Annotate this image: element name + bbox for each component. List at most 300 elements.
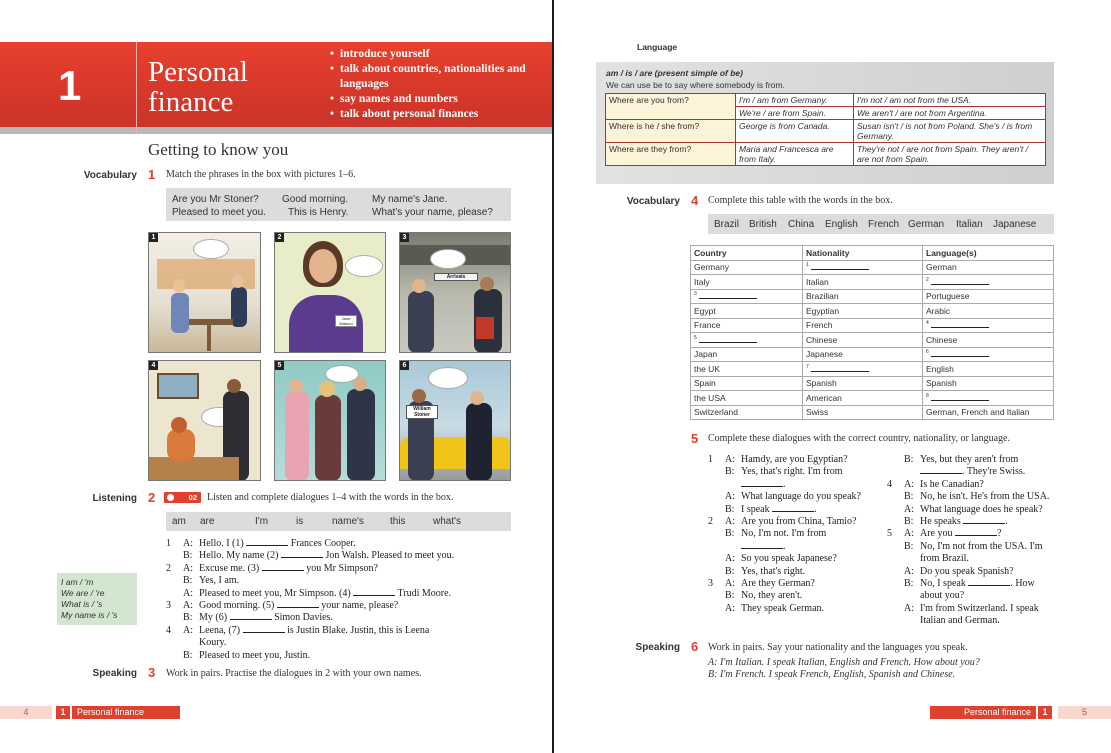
line-text-start: What language does he speak? xyxy=(920,503,1043,515)
line-text xyxy=(741,516,856,528)
ex6-number: 6 xyxy=(691,639,699,654)
note-line: My name is / 's xyxy=(61,610,118,620)
line-text xyxy=(199,563,378,575)
line-text-start: My (6) xyxy=(199,612,228,624)
table-header: Nationality xyxy=(803,246,923,261)
dialogue-line xyxy=(708,541,883,553)
word-option: German xyxy=(908,219,945,230)
line-text-start: Are they German? xyxy=(741,577,815,589)
line-text xyxy=(199,588,451,600)
table-cell: German xyxy=(923,260,1054,275)
speaker: A: xyxy=(183,538,193,549)
line-text-start: Italian and German. xyxy=(920,615,1000,627)
table-row xyxy=(691,391,1054,406)
dialogue-line xyxy=(887,553,1062,565)
line-text xyxy=(920,454,1018,466)
line-text-start: Do you speak Spanish? xyxy=(920,565,1014,577)
grammar-negative: They're not / are not from Spain. They aren't / are not from Spain. xyxy=(854,143,1046,166)
answer-blank[interactable] xyxy=(741,541,783,549)
grammar-affirmative: George is from Canada. xyxy=(736,120,854,143)
table-cell xyxy=(803,362,923,377)
line-text-start: Pleased to meet you, Mr Simpson. (4) xyxy=(199,587,351,599)
line-text-end: Simon Davies. xyxy=(274,612,333,624)
line-text xyxy=(920,578,1035,590)
dialogue-line xyxy=(166,625,506,637)
word-option: Italian xyxy=(956,219,983,230)
grammar-affirmative: Maria and Francesca are from Italy. xyxy=(736,143,854,166)
speaker: A: xyxy=(725,602,735,614)
grammar-note xyxy=(57,573,137,625)
objective-item: • talk about personal finances xyxy=(330,107,540,122)
ex1-number: 1 xyxy=(148,167,156,182)
dialogue-line xyxy=(887,566,1062,578)
dialogue-line xyxy=(887,479,1062,491)
dialogue-line xyxy=(708,603,883,615)
line-text-end: . xyxy=(783,540,786,552)
answer-blank[interactable] xyxy=(741,479,783,487)
section-subtitle: Getting to know you xyxy=(148,140,289,159)
line-text xyxy=(199,650,310,662)
line-text-end: ? xyxy=(997,528,1002,540)
table-cell: French xyxy=(803,318,923,333)
picture-5 xyxy=(274,360,386,481)
line-text-start: Leena, (7) xyxy=(199,624,241,636)
speaker: A: xyxy=(183,562,193,574)
grammar-negative: We aren't / are not from Argentina. xyxy=(854,107,1046,120)
line-text xyxy=(920,566,1014,578)
name-badge: Jane Watson xyxy=(335,315,357,327)
line-text xyxy=(741,541,786,553)
line-text-start: They speak German. xyxy=(741,602,825,614)
grammar-table xyxy=(605,93,1046,166)
speaker: B: xyxy=(725,590,735,602)
line-text xyxy=(199,625,429,637)
arrivals-sign: Arrivals xyxy=(434,273,478,281)
line-number: 1 xyxy=(708,454,713,465)
country-table xyxy=(690,245,1054,420)
dialogue-line xyxy=(166,538,506,550)
dialogue-line xyxy=(166,588,506,600)
line-text-start: Is he Canadian? xyxy=(920,478,984,490)
table-cell: Swiss xyxy=(803,405,923,420)
ex2-instruction: Listen and complete dialogues 1–4 with the words in the box. xyxy=(207,492,454,503)
speaker: A: xyxy=(904,565,914,577)
speaker: B: xyxy=(725,466,735,478)
grammar-question: Where is he / she from? xyxy=(606,120,736,143)
blank-number: 3 xyxy=(694,291,697,298)
dialogue-line xyxy=(887,454,1062,466)
line-text xyxy=(199,637,226,649)
table-row xyxy=(691,347,1054,362)
line-text xyxy=(741,491,861,503)
table-cell: Egypt xyxy=(691,304,803,319)
table-cell: Japanese xyxy=(803,347,923,362)
dialogue-line xyxy=(887,528,1062,540)
dialogue-line xyxy=(166,637,506,649)
line-text-start: Are you from China, Tamio? xyxy=(741,515,857,527)
phrase: Are you Mr Stoner? xyxy=(172,194,259,205)
blank-number: 5 xyxy=(694,334,697,341)
table-cell: Switzerland xyxy=(691,405,803,420)
line-text xyxy=(920,615,1000,627)
table-row xyxy=(691,376,1054,391)
line-text-end: . They're Swiss. xyxy=(962,466,1026,478)
phrase: What's your name, please? xyxy=(372,207,493,218)
speaker: B: xyxy=(183,649,193,661)
dialogue-line xyxy=(166,575,506,587)
speaker: B: xyxy=(183,575,193,587)
blank-number: 7 xyxy=(806,363,809,370)
table-cell: Arabic xyxy=(923,304,1054,319)
table-cell: Spain xyxy=(691,376,803,391)
speaker: A: xyxy=(183,587,193,599)
dialogue-line xyxy=(708,479,883,491)
dialogue-line xyxy=(887,590,1062,602)
line-text-end: is Justin Blake. Justin, this is Leena xyxy=(287,624,430,636)
line-text xyxy=(920,603,1039,615)
blank-number: 6 xyxy=(926,349,929,356)
speaker: A: xyxy=(725,577,735,589)
line-text xyxy=(741,603,824,615)
unit-title: Personal finance xyxy=(148,56,248,118)
ex6-example-a: A: I'm Italian. I speak Italian, English and French. How about you? xyxy=(708,657,980,668)
dialogue-line xyxy=(708,578,883,590)
blank-number: 2 xyxy=(926,276,929,283)
line-number: 3 xyxy=(708,577,713,589)
ex4-label: Vocabulary xyxy=(626,196,680,207)
word-option: name's xyxy=(332,516,364,527)
line-text-start: Yes, that's right. I'm from xyxy=(741,466,843,478)
answer-blank[interactable] xyxy=(931,277,989,285)
ex2-word-box xyxy=(166,512,511,531)
table-cell xyxy=(923,391,1054,406)
speaker: A: xyxy=(725,454,735,465)
answer-blank[interactable] xyxy=(963,516,1005,524)
dialogue-line xyxy=(708,528,883,540)
ex4-word-box xyxy=(708,214,1054,234)
language-label: Language xyxy=(637,42,678,52)
ex6-label: Speaking xyxy=(635,642,680,653)
table-cell xyxy=(803,260,923,275)
word-option: this xyxy=(390,516,406,527)
ex2-label: Listening xyxy=(92,493,137,504)
line-text xyxy=(920,541,1042,553)
line-text-start: Yes, but they aren't from xyxy=(920,454,1019,465)
table-cell: Egyptian xyxy=(803,304,923,319)
answer-blank[interactable] xyxy=(920,466,962,474)
table-cell: American xyxy=(803,391,923,406)
word-option: what's xyxy=(433,516,462,527)
dialogue-line xyxy=(887,504,1062,516)
note-line: What is / 's xyxy=(61,599,103,609)
line-text-start: about you? xyxy=(920,590,965,602)
line-text-end: Jon Walsh. Pleased to meet you. xyxy=(325,550,455,562)
speaker: A: xyxy=(725,553,735,565)
line-number: 4 xyxy=(166,624,171,636)
line-text-start: Hamdy, are you Egyptian? xyxy=(741,454,848,465)
answer-blank[interactable] xyxy=(968,578,1010,586)
answer-blank[interactable] xyxy=(811,262,869,270)
table-header: Country xyxy=(691,246,803,261)
footer-unit-title: Personal finance xyxy=(72,706,180,719)
word-option: I'm xyxy=(255,516,269,527)
page-number: 4 xyxy=(0,706,52,719)
line-text xyxy=(920,590,964,602)
table-cell: Portuguese xyxy=(923,289,1054,304)
speaker: B: xyxy=(904,491,914,503)
line-text-start: Excuse me. (3) xyxy=(199,562,260,574)
dialogue-line xyxy=(708,553,883,565)
word-option: French xyxy=(868,219,900,230)
line-text-end: . How xyxy=(1010,577,1035,589)
ex1-label: Vocabulary xyxy=(83,170,137,181)
table-cell: the USA xyxy=(691,391,803,406)
cd-icon xyxy=(167,494,174,501)
dialogue-line xyxy=(887,578,1062,590)
dialogue-line xyxy=(708,566,883,578)
line-text-start: No, I'm not. I'm from xyxy=(741,528,827,540)
answer-blank[interactable] xyxy=(772,504,814,512)
line-text xyxy=(741,528,826,540)
right-page xyxy=(556,0,1111,753)
ex5-instruction: Complete these dialogues with the correct country, nationality, or language. xyxy=(708,433,1010,444)
table-row xyxy=(691,362,1054,377)
table-cell: the UK xyxy=(691,362,803,377)
picture-number: 4 xyxy=(149,361,158,370)
line-text xyxy=(199,550,454,562)
word-option: English xyxy=(825,219,858,230)
dialogue-line xyxy=(166,550,506,562)
line-text-end: your name, please? xyxy=(321,599,399,611)
ex1-phrase-box xyxy=(166,188,511,221)
ex6-instruction: Work in pairs. Say your nationality and the languages you speak. xyxy=(708,642,968,653)
table-row xyxy=(691,289,1054,304)
line-text-start: No, I speak xyxy=(920,577,966,589)
dialogue-line xyxy=(166,650,506,662)
table-cell: English xyxy=(923,362,1054,377)
line-text xyxy=(741,578,815,590)
table-row xyxy=(691,260,1054,275)
table-cell: Chinese xyxy=(803,333,923,348)
table-row xyxy=(691,304,1054,319)
speaker: B: xyxy=(904,577,914,589)
speaker: B: xyxy=(725,528,735,540)
picture-4 xyxy=(148,360,261,481)
dialogue-line xyxy=(887,466,1062,478)
table-row xyxy=(691,318,1054,333)
objective-item: • say names and numbers xyxy=(330,92,540,107)
picture-number: 2 xyxy=(275,233,284,242)
table-cell: France xyxy=(691,318,803,333)
line-text-end: . xyxy=(1005,515,1008,527)
grammar-negative: Susan isn't / is not from Poland. She's / is from Germany. xyxy=(854,120,1046,143)
blank-number: 1 xyxy=(806,262,809,269)
line-text xyxy=(920,516,1008,528)
answer-blank[interactable] xyxy=(931,393,989,401)
line-text xyxy=(741,566,805,578)
answer-blank[interactable] xyxy=(811,364,869,372)
table-cell xyxy=(923,318,1054,333)
line-text-start: I speak xyxy=(741,503,770,515)
line-number: 4 xyxy=(887,478,892,490)
dialogue-line xyxy=(708,516,883,528)
answer-blank[interactable] xyxy=(246,538,288,546)
line-text-start: Yes, I am. xyxy=(199,575,240,587)
ex5-number: 5 xyxy=(691,431,699,446)
grammar-question: Where are you from? xyxy=(606,94,736,120)
speaker: A: xyxy=(725,515,735,527)
word-option: British xyxy=(749,219,777,230)
speaker: B: xyxy=(725,565,735,577)
line-text-start: from Brazil. xyxy=(920,553,969,565)
note-line: We are / 're xyxy=(61,588,105,598)
dialogue-line xyxy=(166,600,506,612)
table-cell: Spanish xyxy=(803,376,923,391)
line-text-start: Hello. My name (2) xyxy=(199,550,279,562)
word-option: China xyxy=(788,219,815,230)
line-number: 2 xyxy=(708,515,713,527)
line-text-start: He speaks xyxy=(920,515,961,527)
grammar-negative: I'm not / am not from the USA. xyxy=(854,94,1046,107)
table-cell: Brazilian xyxy=(803,289,923,304)
objective-item: • talk about countries, nationalities and languages xyxy=(330,62,540,92)
line-text xyxy=(199,600,398,612)
table-cell: Italy xyxy=(691,275,803,290)
speaker: A: xyxy=(183,624,193,636)
speaker: B: xyxy=(183,612,193,624)
ex6-example-b: B: I'm French. I speak French, English, Spanish and Chinese. xyxy=(708,669,956,680)
line-text-start: Yes, that's right. xyxy=(741,565,806,577)
line-text-start: Pleased to meet you, Justin. xyxy=(199,649,311,661)
line-number: 3 xyxy=(166,599,171,611)
word-option: is xyxy=(296,516,304,527)
speaker: A: xyxy=(904,478,914,490)
answer-blank[interactable] xyxy=(262,563,304,571)
table-cell xyxy=(691,289,803,304)
ex2-number: 2 xyxy=(148,490,156,505)
table-cell xyxy=(691,333,803,348)
objective-item: • introduce yourself xyxy=(330,47,540,62)
line-text xyxy=(920,491,1049,503)
grammar-question: Where are they from? xyxy=(606,143,736,166)
speaker: B: xyxy=(183,550,193,562)
dialogue-line xyxy=(166,563,506,575)
answer-blank[interactable] xyxy=(243,625,285,633)
answer-blank[interactable] xyxy=(931,349,989,357)
line-text-end: Trudi Moore. xyxy=(397,587,452,599)
speaker: A: xyxy=(183,599,193,611)
table-cell: Italian xyxy=(803,275,923,290)
phrase: My name's Jane. xyxy=(372,194,448,205)
table-cell: Spanish xyxy=(923,376,1054,391)
word-option: am xyxy=(172,516,186,527)
ex2-dialogues xyxy=(166,538,506,662)
footer-unit-number: 1 xyxy=(56,706,70,719)
dialogue-line xyxy=(708,454,883,466)
speaker: A: xyxy=(904,602,914,614)
line-text-start: Good morning. (5) xyxy=(199,599,275,611)
speaker: A: xyxy=(904,528,914,540)
table-cell: Chinese xyxy=(923,333,1054,348)
audio-track-badge[interactable] xyxy=(164,492,201,503)
speaker: B: xyxy=(904,454,914,465)
line-text xyxy=(199,575,239,587)
dialogue-line xyxy=(887,541,1062,553)
ex4-number: 4 xyxy=(691,193,699,208)
left-page xyxy=(0,0,554,753)
speaker: B: xyxy=(725,503,735,515)
answer-blank[interactable] xyxy=(353,588,395,596)
dialogue-line xyxy=(708,590,883,602)
table-row xyxy=(691,333,1054,348)
line-number: 1 xyxy=(166,538,171,549)
dialogue-line xyxy=(708,466,883,478)
answer-blank[interactable] xyxy=(931,320,989,328)
table-row xyxy=(691,405,1054,420)
answer-blank[interactable] xyxy=(699,291,757,299)
table-cell: Japan xyxy=(691,347,803,362)
dialogue-line xyxy=(708,504,883,516)
line-text-end: you Mr Simpson? xyxy=(306,562,378,574)
line-text xyxy=(741,479,786,491)
table-cell xyxy=(923,275,1054,290)
line-text-start: Are you xyxy=(920,528,953,540)
line-text xyxy=(741,466,842,478)
line-text xyxy=(199,538,356,550)
phrase: Pleased to meet you. xyxy=(172,207,266,218)
speaker: A: xyxy=(725,491,735,503)
ex5-dialogues-col2 xyxy=(887,454,1062,627)
line-text-start: Hello. I (1) xyxy=(199,538,244,549)
page-number: 5 xyxy=(1058,706,1111,719)
unit-objectives xyxy=(330,47,540,122)
answer-blank[interactable] xyxy=(699,335,757,343)
line-text xyxy=(920,466,1025,478)
blank-number: 4 xyxy=(926,320,929,327)
ex4-instruction: Complete this table with the words in the box. xyxy=(708,195,893,206)
grammar-panel xyxy=(596,62,1054,184)
answer-blank[interactable] xyxy=(230,612,272,620)
blank-number: 8 xyxy=(926,392,929,399)
speaker: A: xyxy=(904,503,914,515)
speaker: B: xyxy=(904,515,914,527)
line-text-start: So you speak Japanese? xyxy=(741,553,837,565)
table-row xyxy=(691,275,1054,290)
dialogue-line xyxy=(708,491,883,503)
answer-blank[interactable] xyxy=(955,528,997,536)
dialogue-line xyxy=(887,603,1062,615)
ex3-instruction: Work in pairs. Practise the dialogues in 2 with your own names. xyxy=(166,668,422,679)
line-text xyxy=(920,504,1043,516)
ex1-instruction: Match the phrases in the box with pictures 1–6. xyxy=(166,169,356,180)
footer-unit-number: 1 xyxy=(1038,706,1052,719)
line-text-start: I'm from Switzerland. I speak xyxy=(920,602,1039,614)
line-text-start: No, they aren't. xyxy=(741,590,803,602)
picture-number: 3 xyxy=(400,233,409,242)
answer-blank[interactable] xyxy=(281,550,323,558)
line-text-start: What language do you speak? xyxy=(741,491,861,503)
picture-1 xyxy=(148,232,261,353)
line-text-end: Frances Cooper. xyxy=(290,538,356,549)
dialogue-line xyxy=(887,516,1062,528)
picture-number: 1 xyxy=(149,233,158,242)
line-text-start: No, he isn't. He's from the USA. xyxy=(920,491,1050,503)
picture-number: 6 xyxy=(400,361,409,370)
name-sign: William Stoner xyxy=(406,405,438,419)
speaker: B: xyxy=(904,540,914,552)
answer-blank[interactable] xyxy=(277,600,319,608)
table-cell: German, French and Italian xyxy=(923,405,1054,420)
